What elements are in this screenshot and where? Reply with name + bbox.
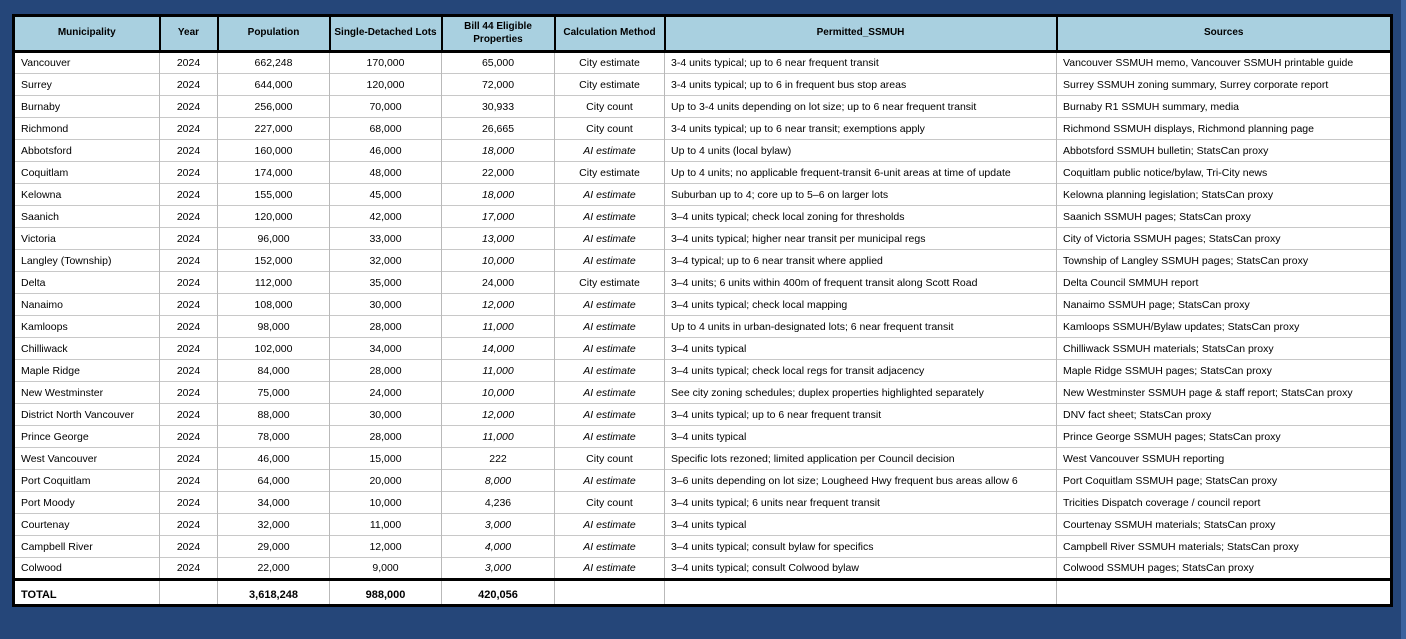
- cell-permitted: Suburban up to 4; core up to 5–6 on larger lots: [665, 184, 1057, 206]
- cell-lots: 42,000: [330, 206, 442, 228]
- cell-year: 2024: [160, 492, 218, 514]
- cell-lots: 45,000: [330, 184, 442, 206]
- cell-permitted: 3–4 units typical; check local mapping: [665, 294, 1057, 316]
- cell-lots: 28,000: [330, 316, 442, 338]
- cell-population: 108,000: [218, 294, 330, 316]
- total-cell-sources: [1057, 580, 1392, 606]
- cell-calc: City count: [555, 492, 665, 514]
- cell-year: 2024: [160, 250, 218, 272]
- cell-sources: Delta Council SMMUH report: [1057, 272, 1392, 294]
- cell-lots: 68,000: [330, 118, 442, 140]
- cell-bill44: 11,000: [442, 316, 555, 338]
- cell-lots: 46,000: [330, 140, 442, 162]
- table-row: [14, 250, 1392, 272]
- total-cell-municipality: TOTAL: [14, 580, 160, 606]
- cell-population: 29,000: [218, 536, 330, 558]
- cell-lots: 12,000: [330, 536, 442, 558]
- cell-bill44: 10,000: [442, 250, 555, 272]
- cell-permitted: 3–4 units typical; up to 6 near frequent transit: [665, 404, 1057, 426]
- cell-calc: AI estimate: [555, 206, 665, 228]
- cell-year: 2024: [160, 140, 218, 162]
- cell-bill44: 4,236: [442, 492, 555, 514]
- cell-calc: AI estimate: [555, 294, 665, 316]
- cell-sources: DNV fact sheet; StatsCan proxy: [1057, 404, 1392, 426]
- cell-bill44: 65,000: [442, 52, 555, 74]
- cell-municipality: Saanich: [14, 206, 160, 228]
- cell-bill44: 26,665: [442, 118, 555, 140]
- cell-permitted: 3–4 units typical: [665, 426, 1057, 448]
- cell-municipality: Port Moody: [14, 492, 160, 514]
- cell-year: 2024: [160, 228, 218, 250]
- cell-municipality: Delta: [14, 272, 160, 294]
- col-header-permitted: Permitted_SSMUH: [665, 16, 1057, 52]
- cell-calc: AI estimate: [555, 184, 665, 206]
- cell-calc: AI estimate: [555, 338, 665, 360]
- total-cell-year: [160, 580, 218, 606]
- cell-year: 2024: [160, 338, 218, 360]
- cell-sources: Chilliwack SSMUH materials; StatsCan proxy: [1057, 338, 1392, 360]
- table-row: [14, 338, 1392, 360]
- cell-population: 64,000: [218, 470, 330, 492]
- cell-population: 96,000: [218, 228, 330, 250]
- cell-municipality: Prince George: [14, 426, 160, 448]
- cell-municipality: West Vancouver: [14, 448, 160, 470]
- cell-calc: City estimate: [555, 272, 665, 294]
- cell-sources: Vancouver SSMUH memo, Vancouver SSMUH printable guide: [1057, 52, 1392, 74]
- cell-calc: AI estimate: [555, 360, 665, 382]
- cell-calc: City count: [555, 96, 665, 118]
- cell-permitted: 3–4 units typical; 6 units near frequent transit: [665, 492, 1057, 514]
- cell-year: 2024: [160, 162, 218, 184]
- cell-calc: AI estimate: [555, 536, 665, 558]
- table-row: [14, 52, 1392, 74]
- cell-population: 22,000: [218, 558, 330, 580]
- cell-sources: Campbell River SSMUH materials; StatsCan proxy: [1057, 536, 1392, 558]
- table-row: [14, 382, 1392, 404]
- cell-permitted: 3–4 units typical; higher near transit per municipal regs: [665, 228, 1057, 250]
- cell-calc: AI estimate: [555, 316, 665, 338]
- table-row: [14, 162, 1392, 184]
- table-row: [14, 294, 1392, 316]
- cell-permitted: See city zoning schedules; duplex properties highlighted separately: [665, 382, 1057, 404]
- cell-year: 2024: [160, 52, 218, 74]
- cell-population: 32,000: [218, 514, 330, 536]
- total-cell-calc: [555, 580, 665, 606]
- cell-bill44: 11,000: [442, 360, 555, 382]
- col-header-calc: Calculation Method: [555, 16, 665, 52]
- cell-population: 160,000: [218, 140, 330, 162]
- table-row: [14, 228, 1392, 250]
- cell-year: 2024: [160, 514, 218, 536]
- cell-municipality: Vancouver: [14, 52, 160, 74]
- cell-municipality: Abbotsford: [14, 140, 160, 162]
- cell-population: 155,000: [218, 184, 330, 206]
- cell-sources: Colwood SSMUH pages; StatsCan proxy: [1057, 558, 1392, 580]
- total-row: [14, 580, 1392, 606]
- table-row: [14, 492, 1392, 514]
- cell-permitted: 3–4 units typical; consult Colwood bylaw: [665, 558, 1057, 580]
- cell-bill44: 8,000: [442, 470, 555, 492]
- col-header-population: Population: [218, 16, 330, 52]
- cell-bill44: 18,000: [442, 140, 555, 162]
- cell-sources: Richmond SSMUH displays, Richmond planning page: [1057, 118, 1392, 140]
- cell-year: 2024: [160, 206, 218, 228]
- right-edge-strip: [1401, 0, 1406, 639]
- total-cell-lots: 988,000: [330, 580, 442, 606]
- table-row: [14, 74, 1392, 96]
- cell-permitted: 3-4 units typical; up to 6 in frequent bus stop areas: [665, 74, 1057, 96]
- cell-permitted: Up to 4 units; no applicable frequent-transit 6-unit areas at time of update: [665, 162, 1057, 184]
- cell-permitted: 3–4 units typical; check local regs for transit adjacency: [665, 360, 1057, 382]
- cell-municipality: Port Coquitlam: [14, 470, 160, 492]
- col-header-year: Year: [160, 16, 218, 52]
- cell-population: 98,000: [218, 316, 330, 338]
- cell-lots: 28,000: [330, 426, 442, 448]
- cell-calc: AI estimate: [555, 426, 665, 448]
- cell-municipality: Kelowna: [14, 184, 160, 206]
- cell-permitted: 3–4 units typical: [665, 514, 1057, 536]
- table-row: [14, 184, 1392, 206]
- col-header-bill44: Bill 44 Eligible Properties: [442, 16, 555, 52]
- cell-sources: Saanich SSMUH pages; StatsCan proxy: [1057, 206, 1392, 228]
- table-row: [14, 140, 1392, 162]
- cell-permitted: Specific lots rezoned; limited application per Council decision: [665, 448, 1057, 470]
- cell-sources: City of Victoria SSMUH pages; StatsCan proxy: [1057, 228, 1392, 250]
- cell-year: 2024: [160, 294, 218, 316]
- cell-bill44: 24,000: [442, 272, 555, 294]
- cell-calc: AI estimate: [555, 404, 665, 426]
- table-row: [14, 404, 1392, 426]
- cell-permitted: 3-4 units typical; up to 6 near frequent transit: [665, 52, 1057, 74]
- total-cell-permitted: [665, 580, 1057, 606]
- cell-year: 2024: [160, 426, 218, 448]
- cell-calc: AI estimate: [555, 514, 665, 536]
- cell-population: 256,000: [218, 96, 330, 118]
- cell-bill44: 18,000: [442, 184, 555, 206]
- cell-bill44: 12,000: [442, 404, 555, 426]
- header-row: [14, 16, 1392, 52]
- table-row: [14, 316, 1392, 338]
- cell-sources: Port Coquitlam SSMUH page; StatsCan proxy: [1057, 470, 1392, 492]
- cell-sources: Kelowna planning legislation; StatsCan proxy: [1057, 184, 1392, 206]
- table-row: [14, 470, 1392, 492]
- table-row: [14, 272, 1392, 294]
- cell-municipality: Coquitlam: [14, 162, 160, 184]
- table-row: [14, 206, 1392, 228]
- cell-sources: West Vancouver SSMUH reporting: [1057, 448, 1392, 470]
- cell-municipality: Chilliwack: [14, 338, 160, 360]
- cell-lots: 24,000: [330, 382, 442, 404]
- cell-municipality: Burnaby: [14, 96, 160, 118]
- cell-bill44: 17,000: [442, 206, 555, 228]
- cell-calc: City estimate: [555, 52, 665, 74]
- cell-bill44: 22,000: [442, 162, 555, 184]
- cell-sources: Kamloops SSMUH/Bylaw updates; StatsCan proxy: [1057, 316, 1392, 338]
- cell-permitted: 3–4 units typical: [665, 338, 1057, 360]
- cell-population: 34,000: [218, 492, 330, 514]
- cell-lots: 48,000: [330, 162, 442, 184]
- cell-lots: 20,000: [330, 470, 442, 492]
- cell-bill44: 11,000: [442, 426, 555, 448]
- cell-lots: 120,000: [330, 74, 442, 96]
- total-cell-bill44: 420,056: [442, 580, 555, 606]
- cell-population: 88,000: [218, 404, 330, 426]
- cell-population: 112,000: [218, 272, 330, 294]
- cell-bill44: 13,000: [442, 228, 555, 250]
- cell-year: 2024: [160, 184, 218, 206]
- cell-bill44: 222: [442, 448, 555, 470]
- cell-year: 2024: [160, 558, 218, 580]
- cell-calc: City count: [555, 118, 665, 140]
- table-row: [14, 514, 1392, 536]
- cell-municipality: Colwood: [14, 558, 160, 580]
- cell-lots: 30,000: [330, 294, 442, 316]
- table-row: [14, 558, 1392, 580]
- cell-bill44: 12,000: [442, 294, 555, 316]
- cell-population: 662,248: [218, 52, 330, 74]
- cell-year: 2024: [160, 360, 218, 382]
- table-header: [14, 16, 1392, 52]
- cell-population: 644,000: [218, 74, 330, 96]
- table-row: [14, 448, 1392, 470]
- cell-municipality: District North Vancouver: [14, 404, 160, 426]
- cell-sources: Prince George SSMUH pages; StatsCan proxy: [1057, 426, 1392, 448]
- table-body: [14, 52, 1392, 606]
- cell-lots: 32,000: [330, 250, 442, 272]
- cell-calc: AI estimate: [555, 470, 665, 492]
- cell-municipality: Langley (Township): [14, 250, 160, 272]
- cell-permitted: 3–4 typical; up to 6 near transit where applied: [665, 250, 1057, 272]
- table-row: [14, 96, 1392, 118]
- cell-municipality: Courtenay: [14, 514, 160, 536]
- cell-sources: New Westminster SSMUH page & staff report; StatsCan proxy: [1057, 382, 1392, 404]
- cell-year: 2024: [160, 316, 218, 338]
- table-row: [14, 118, 1392, 140]
- cell-year: 2024: [160, 448, 218, 470]
- cell-year: 2024: [160, 536, 218, 558]
- col-header-municipality: Municipality: [14, 16, 160, 52]
- cell-population: 78,000: [218, 426, 330, 448]
- cell-lots: 35,000: [330, 272, 442, 294]
- cell-population: 75,000: [218, 382, 330, 404]
- cell-population: 227,000: [218, 118, 330, 140]
- cell-calc: AI estimate: [555, 558, 665, 580]
- cell-sources: Tricities Dispatch coverage / council report: [1057, 492, 1392, 514]
- cell-sources: Abbotsford SSMUH bulletin; StatsCan proxy: [1057, 140, 1392, 162]
- cell-lots: 10,000: [330, 492, 442, 514]
- cell-permitted: 3–4 units typical; consult bylaw for specifics: [665, 536, 1057, 558]
- cell-sources: Nanaimo SSMUH page; StatsCan proxy: [1057, 294, 1392, 316]
- total-cell-population: 3,618,248: [218, 580, 330, 606]
- cell-sources: Township of Langley SSMUH pages; StatsCan proxy: [1057, 250, 1392, 272]
- cell-sources: Burnaby R1 SSMUH summary, media: [1057, 96, 1392, 118]
- cell-population: 174,000: [218, 162, 330, 184]
- cell-calc: City count: [555, 448, 665, 470]
- cell-lots: 28,000: [330, 360, 442, 382]
- cell-bill44: 4,000: [442, 536, 555, 558]
- cell-sources: Surrey SSMUH zoning summary, Surrey corporate report: [1057, 74, 1392, 96]
- cell-permitted: 3-4 units typical; up to 6 near transit; exemptions apply: [665, 118, 1057, 140]
- cell-municipality: Maple Ridge: [14, 360, 160, 382]
- cell-population: 120,000: [218, 206, 330, 228]
- cell-bill44: 72,000: [442, 74, 555, 96]
- cell-calc: AI estimate: [555, 250, 665, 272]
- table-row: [14, 536, 1392, 558]
- cell-permitted: 3–4 units typical; check local zoning for thresholds: [665, 206, 1057, 228]
- cell-bill44: 3,000: [442, 514, 555, 536]
- cell-permitted: 3–4 units; 6 units within 400m of frequent transit along Scott Road: [665, 272, 1057, 294]
- cell-bill44: 10,000: [442, 382, 555, 404]
- cell-population: 152,000: [218, 250, 330, 272]
- cell-lots: 11,000: [330, 514, 442, 536]
- cell-permitted: 3–6 units depending on lot size; Lougheed Hwy frequent bus areas allow 6: [665, 470, 1057, 492]
- cell-year: 2024: [160, 74, 218, 96]
- cell-lots: 33,000: [330, 228, 442, 250]
- cell-permitted: Up to 3-4 units depending on lot size; up to 6 near frequent transit: [665, 96, 1057, 118]
- cell-calc: AI estimate: [555, 382, 665, 404]
- cell-lots: 30,000: [330, 404, 442, 426]
- cell-year: 2024: [160, 404, 218, 426]
- cell-lots: 170,000: [330, 52, 442, 74]
- table-row: [14, 426, 1392, 448]
- cell-bill44: 30,933: [442, 96, 555, 118]
- cell-municipality: New Westminster: [14, 382, 160, 404]
- cell-bill44: 3,000: [442, 558, 555, 580]
- cell-year: 2024: [160, 470, 218, 492]
- ssmuh-table-container: [12, 14, 1393, 607]
- cell-lots: 34,000: [330, 338, 442, 360]
- cell-calc: AI estimate: [555, 228, 665, 250]
- cell-bill44: 14,000: [442, 338, 555, 360]
- cell-population: 102,000: [218, 338, 330, 360]
- cell-lots: 15,000: [330, 448, 442, 470]
- cell-lots: 9,000: [330, 558, 442, 580]
- cell-municipality: Nanaimo: [14, 294, 160, 316]
- cell-year: 2024: [160, 272, 218, 294]
- cell-population: 46,000: [218, 448, 330, 470]
- cell-permitted: Up to 4 units (local bylaw): [665, 140, 1057, 162]
- table-row: [14, 360, 1392, 382]
- cell-municipality: Surrey: [14, 74, 160, 96]
- col-header-lots: Single-Detached Lots: [330, 16, 442, 52]
- cell-calc: City estimate: [555, 74, 665, 96]
- cell-year: 2024: [160, 118, 218, 140]
- cell-municipality: Richmond: [14, 118, 160, 140]
- cell-sources: Courtenay SSMUH materials; StatsCan proxy: [1057, 514, 1392, 536]
- cell-lots: 70,000: [330, 96, 442, 118]
- cell-municipality: Victoria: [14, 228, 160, 250]
- cell-calc: AI estimate: [555, 140, 665, 162]
- cell-year: 2024: [160, 96, 218, 118]
- cell-municipality: Kamloops: [14, 316, 160, 338]
- cell-sources: Maple Ridge SSMUH pages; StatsCan proxy: [1057, 360, 1392, 382]
- ssmuh-table: [12, 14, 1393, 607]
- cell-population: 84,000: [218, 360, 330, 382]
- cell-sources: Coquitlam public notice/bylaw, Tri-City news: [1057, 162, 1392, 184]
- cell-calc: City estimate: [555, 162, 665, 184]
- cell-year: 2024: [160, 382, 218, 404]
- cell-permitted: Up to 4 units in urban-designated lots; 6 near frequent transit: [665, 316, 1057, 338]
- cell-municipality: Campbell River: [14, 536, 160, 558]
- col-header-sources: Sources: [1057, 16, 1392, 52]
